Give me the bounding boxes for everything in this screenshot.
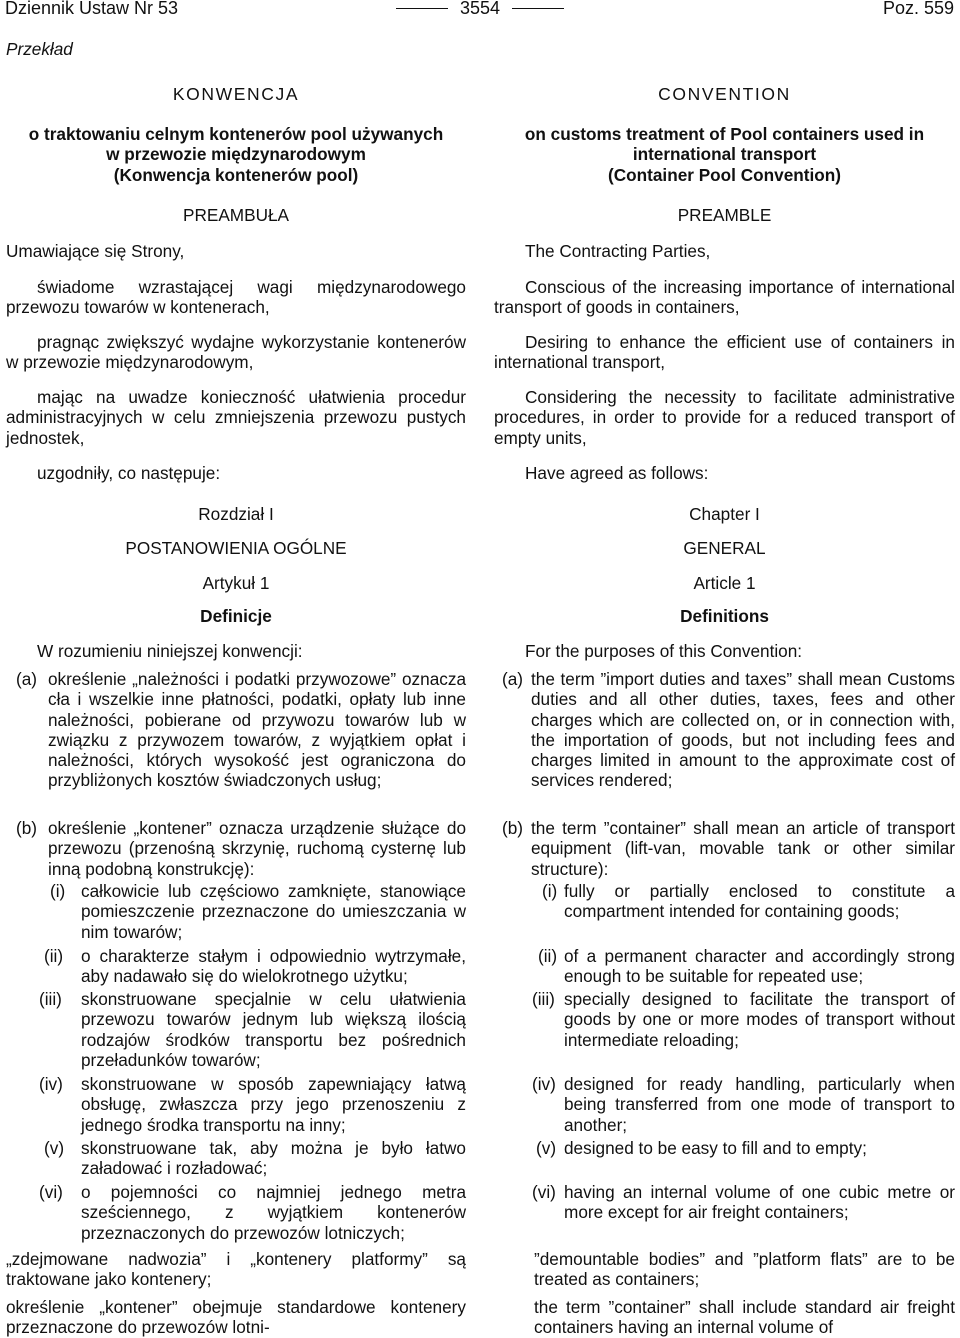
item-label: (a): [16, 669, 38, 689]
preamble-heading: PREAMBUŁA: [182, 205, 290, 225]
sub-item-iv: [494, 1074, 955, 1135]
subtitle-line: o traktowaniu celnym kontenerów pool używanych: [28, 124, 444, 144]
closing-para-1: „zdejmowane nadwozia” i „kontenery platformy” są traktowane jako kontenery;: [6, 1249, 466, 1290]
item-label: (b): [16, 818, 38, 838]
sub-item-vi: [494, 1182, 955, 1223]
convention-subtitle: [494, 124, 955, 185]
sub-item-v: [6, 1138, 466, 1179]
preamble-para-1: Conscious of the increasing importance of international transport of goods in containers,: [494, 277, 955, 318]
sub-item-i: [494, 881, 955, 922]
definition-b: [6, 818, 466, 879]
chapter-title: POSTANOWIENIA OGÓLNE: [125, 538, 347, 558]
item-label: (iii): [39, 989, 62, 1009]
definitions-intro: W rozumieniu niniejszej konwencji:: [37, 641, 303, 661]
item-label: (vi): [532, 1182, 556, 1202]
item-text: the term ”import duties and taxes” shall mean Customs duties and all other duties, taxes, fees and other charges which are collected on, or in connection with, the importation of goods, but not including fees and charges limited in amount to the approximate cost of services rendered;: [531, 669, 955, 791]
closing-para-1: ”demountable bodies” and ”platform flats” are to be treated as containers;: [534, 1249, 955, 1290]
convention-subtitle: [6, 124, 466, 185]
preamble-para-3: Considering the necessity to facilitate administrative procedures, in order to provide for a reduced transport of empty units,: [494, 387, 955, 448]
item-text: o charakterze stałym i odpowiednio wytrzymałe, aby nadawało się do wielokrotnego użytku;: [81, 946, 466, 987]
convention-title: CONVENTION: [658, 84, 791, 104]
sub-item-ii: [6, 946, 466, 987]
preamble-para-1: świadome wzrastającej wagi międzynarodowego przewozu towarów w kontenerach,: [6, 277, 466, 318]
item-label: (vi): [39, 1182, 63, 1202]
item-label: (b): [502, 818, 524, 838]
definitions-intro: For the purposes of this Convention:: [525, 641, 803, 661]
sub-item-iii: [6, 989, 466, 1070]
agreed-line: Have agreed as follows:: [525, 463, 709, 483]
page-header: [0, 0, 960, 24]
sub-item-v: [494, 1138, 955, 1158]
item-text: określenie „należności i podatki przywozowe” oznacza cła i wszelkie inne płatności, podatki, opłaty lub inne należności, pobierane od przywozu towarów lub w związku z przywozem towarów, z wyjątkiem opłat i należności, których wysokość jest ograniczona do przybliżonych kosztów świadczonych usług;: [48, 669, 466, 791]
contracting-parties: Umawiające się Strony,: [6, 241, 185, 261]
definition-b: [494, 818, 955, 879]
subtitle-line: w przewozie międzynarodowym: [106, 144, 366, 165]
chapter-heading: Chapter I: [689, 504, 760, 524]
item-label: (i): [542, 881, 558, 901]
page-number-line: [0, 0, 960, 18]
item-label: (iv): [39, 1074, 63, 1094]
preamble-para-2: pragnąc zwiększyć wydajne wykorzystanie kontenerów w przewozie międzynarodowym,: [6, 332, 466, 373]
agreed-line: uzgodniły, co następuje:: [37, 463, 221, 483]
item-label: (v): [44, 1138, 65, 1158]
preamble-para-3: mając na uwadze konieczność ułatwienia procedur administracyjnych w celu zmniejszenia przewozu pustych jednostek,: [6, 387, 466, 448]
translation-label: Przekład: [6, 39, 73, 59]
item-text: o pojemności co najmniej jednego metra sześciennego, z wyjątkiem kontenerów przeznaczonych do przewozów lotniczych;: [81, 1182, 466, 1243]
preamble-heading: PREAMBLE: [677, 205, 772, 225]
rule-right: [512, 8, 564, 9]
item-text: skonstruowane w sposób zapewniający łatwą obsługę, zwłaszcza przy jego przenoszeniu z jednego środka transportu na inny;: [81, 1074, 466, 1135]
chapter-heading: Rozdział I: [198, 504, 274, 524]
item-text: of a permanent character and accordingly strong enough to be suitable for repeated use;: [564, 946, 955, 987]
subtitle-line: (Konwencja kontenerów pool): [113, 164, 359, 185]
item-text: the term ”container” shall mean an article of transport equipment (lift-van, movable tank or other similar structure):: [531, 818, 955, 879]
position-number: Poz. 559: [882, 0, 954, 18]
item-label: (iii): [532, 989, 555, 1009]
item-label: (iv): [532, 1074, 556, 1094]
journal-title: Dziennik Ustaw Nr 53: [5, 0, 179, 18]
item-text: skonstruowane tak, aby można je było łatwo załadować i rozładować;: [81, 1138, 466, 1179]
item-label: (ii): [538, 946, 558, 966]
contracting-parties: The Contracting Parties,: [525, 241, 711, 261]
chapter-title: GENERAL: [683, 538, 766, 558]
article-title: Definitions: [680, 606, 769, 626]
item-text: having an internal volume of one cubic metre or more except for air freight containers;: [564, 1182, 955, 1223]
item-label: (i): [50, 881, 66, 901]
subtitle-line: international transport: [632, 144, 817, 165]
sub-item-vi: [6, 1182, 466, 1243]
item-label: (v): [536, 1138, 557, 1158]
item-text: całkowicie lub częściowo zamknięte, stanowiące pomieszczenie przeznaczone do umieszczania w nim towarów;: [81, 881, 466, 942]
page-number: 3554: [459, 0, 501, 18]
closing-para-2: the term ”container” shall include standard air freight containers having an internal volume of: [534, 1297, 955, 1338]
rule-left: [396, 8, 448, 9]
definition-a: [494, 669, 955, 791]
item-text: designed for ready handling, particularly when being transferred from one mode of transport to another;: [564, 1074, 955, 1135]
sub-item-ii: [494, 946, 955, 987]
sub-item-i: [6, 881, 466, 942]
closing-para-2: określenie „kontener” obejmuje standardowe kontenery przeznaczone do przewozów lotni-: [6, 1297, 466, 1338]
article-title: Definicje: [200, 606, 272, 626]
subtitle-line: on customs treatment of Pool containers used in: [524, 124, 925, 144]
preamble-para-2: Desiring to enhance the efficient use of containers in international transport,: [494, 332, 955, 373]
subtitle-line: (Container Pool Convention): [608, 164, 841, 185]
sub-item-iv: [6, 1074, 466, 1135]
item-text: designed to be easy to fill and to empty;: [564, 1138, 867, 1158]
item-text: określenie „kontener” oznacza urządzenie służące do przewozu (przenośną skrzynię, ruchomą cysternę lub inną podobną konstrukcję):: [48, 818, 466, 879]
article-heading: Artykuł 1: [202, 573, 270, 593]
item-text: fully or partially enclosed to constitute a compartment intended for containing goods;: [564, 881, 955, 922]
item-text: skonstruowane specjalnie w celu ułatwienia przewozu towarów jednym lub większą ilością rodzajów środków transportu bez pośrednich przeładunków towarów;: [81, 989, 466, 1070]
convention-title: KONWENCJA: [172, 84, 300, 104]
item-label: (ii): [44, 946, 64, 966]
article-heading: Article 1: [693, 573, 756, 593]
definition-a: [6, 669, 466, 791]
item-label: (a): [502, 669, 524, 689]
item-text: specially designed to facilitate the transport of goods by one or more modes of transport without intermediate reloading;: [564, 989, 955, 1050]
sub-item-iii: [494, 989, 955, 1050]
